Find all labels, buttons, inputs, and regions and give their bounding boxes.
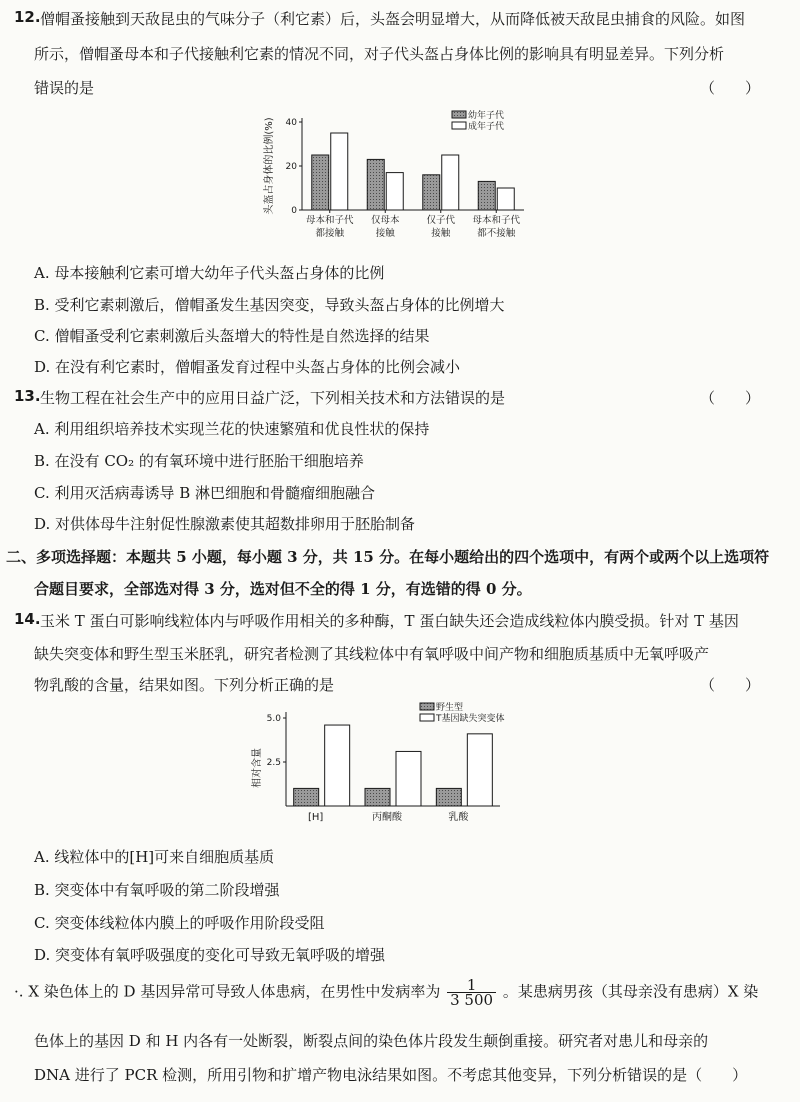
bar-mutant [467, 734, 492, 806]
option-c: C. 突变体线粒体内膜上的呼吸作用阶段受阻 [34, 914, 325, 932]
question-stem-line: 生物工程在社会生产中的应用日益广泛，下列相关技术和方法错误的是 [40, 389, 506, 407]
x-tick-label: 接触 [431, 228, 451, 239]
bar-juvenile [478, 181, 495, 210]
option-d: D. 在没有利它素时，僧帽蚤发育过程中头盔占身体的比例会减小 [34, 358, 461, 376]
question-marker: ·. [14, 982, 24, 1001]
bar-juvenile [423, 175, 440, 210]
x-tick-label: [H] [308, 812, 324, 823]
legend-label: 成年子代 [468, 122, 505, 132]
y-axis-label: 头盔占身体的比例(%) [264, 117, 275, 215]
fraction-denominator: 3 500 [450, 991, 494, 1009]
answer-bracket: （ ） [700, 79, 761, 97]
x-tick-label: 都不接触 [477, 228, 516, 239]
legend-label: 野生型 [436, 703, 464, 713]
bar-adult [497, 188, 514, 210]
option-c: C. 僧帽蚤受利它素刺激后头盔增大的特性是自然选择的结果 [34, 327, 430, 345]
question-number: 14. [14, 610, 41, 628]
bar-adult [386, 173, 403, 210]
section-instruction-line: 二、多项选择题：本题共 5 小题，每小题 3 分，共 15 分。在每小题给出的四个选项中，有两个或两个以上选项符 [6, 548, 770, 566]
question-stem-line: DNA 进行了 PCR 检测，所用引物和扩增产物电泳结果如图。不考虑其他变异，下列分析错误的是（ ） [34, 1066, 748, 1084]
option-d: D. 突变体有氧呼吸强度的变化可导致无氧呼吸的增强 [34, 946, 386, 964]
question-stem-line: 色体上的基因 D 和 H 内各有一处断裂，断裂点间的染色体片段发生颠倒重接。研究者对患儿和母亲的 [34, 1032, 709, 1050]
question-stem-line: 玉米 T 蛋白可影响线粒体内与呼吸作用相关的多种酶，T 蛋白缺失还会造成线粒体内膜受损。针对 T 基因 [40, 612, 739, 630]
chart-helmet-ratio [262, 106, 532, 252]
question-stem-line: 错误的是 [34, 79, 95, 97]
question-stem-text: X 染色体上的 D 基因异常可导致人体患病，在男性中发病率为 [28, 982, 441, 1001]
x-tick-label: 乳酸 [448, 812, 469, 823]
y-tick-label: 20 [285, 162, 297, 172]
x-tick-label: 接触 [375, 228, 395, 239]
answer-bracket: （ ） [700, 676, 761, 694]
option-a: A. 利用组织培养技术实现兰花的快速繁殖和优良性状的保持 [34, 420, 430, 438]
bar-wild-type [436, 788, 461, 806]
fraction-numerator: 1 [447, 978, 496, 993]
legend-label: 幼年子代 [468, 111, 505, 121]
x-tick-label: 都接触 [315, 228, 345, 239]
option-c: C. 利用灭活病毒诱导 B 淋巴细胞和骨髓瘤细胞融合 [34, 484, 376, 502]
legend-swatch [420, 703, 434, 710]
question-stem-line: 所示，僧帽蚤母本和子代接触利它素的情况不同，对子代头盔占身体比例的影响具有明显差异。下列分析 [34, 45, 725, 63]
bar-wild-type [294, 788, 319, 806]
legend-swatch [420, 714, 434, 721]
option-a: A. 母本接触利它素可增大幼年子代头盔占身体的比例 [34, 264, 385, 282]
x-tick-label: 母本和子代 [472, 215, 521, 226]
x-tick-label: 仅母本 [370, 215, 400, 226]
bar-adult [331, 133, 348, 210]
bar-mutant [325, 725, 350, 806]
question-stem-line: 僧帽蚤接触到天敌昆虫的气味分子（利它素）后，头盔会明显增大，从而降低被天敌昆虫捕食的风险。如图 [40, 10, 746, 28]
question-stem-line [14, 978, 758, 1007]
x-tick-label: 丙酮酸 [372, 812, 402, 823]
chart-relative-content [250, 700, 550, 830]
y-axis-label: 相对含量 [252, 748, 263, 788]
bar-juvenile [367, 159, 384, 210]
option-a: A. 线粒体中的[H]可来自细胞质基质 [34, 848, 275, 866]
answer-bracket: （ ） [700, 389, 761, 407]
bar-adult [442, 155, 459, 210]
y-tick-label: 2.5 [266, 758, 281, 768]
question-stem-line: 物乳酸的含量，结果如图。下列分析正确的是 [34, 676, 335, 694]
question-stem-text: 。某患病男孩（其母亲没有患病）X 染 [502, 982, 759, 1001]
legend-swatch [452, 111, 466, 118]
bar-juvenile [312, 155, 329, 210]
x-tick-label: 仅子代 [426, 215, 456, 226]
bar-mutant [396, 751, 421, 806]
option-b: B. 受利它素刺激后，僧帽蚤发生基因突变，导致头盔占身体的比例增大 [34, 296, 505, 314]
legend-swatch [452, 122, 466, 129]
question-stem-line: 缺失突变体和野生型玉米胚乳，研究者检测了其线粒体中有氧呼吸中间产物和细胞质基质中无氧呼吸产 [34, 645, 710, 663]
section-instruction-line: 合题目要求，全部选对得 3 分，选对但不全的得 1 分，有选错的得 0 分。 [34, 580, 532, 598]
bar-wild-type [365, 788, 390, 806]
incidence-fraction [447, 978, 496, 1007]
option-b: B. 在没有 CO₂ 的有氧环境中进行胚胎干细胞培养 [34, 452, 364, 470]
x-tick-label: 母本和子代 [305, 215, 354, 226]
legend-label: T基因缺失突变体 [436, 714, 505, 724]
y-tick-label: 0 [291, 206, 297, 216]
question-number: 13. [14, 387, 41, 405]
option-d: D. 对供体母牛注射促性腺激素使其超数排卵用于胚胎制备 [34, 515, 416, 533]
question-number: 12. [14, 8, 41, 26]
y-tick-label: 5.0 [266, 714, 281, 724]
option-b: B. 突变体中有氧呼吸的第二阶段增强 [34, 881, 280, 899]
y-tick-label: 40 [285, 118, 297, 128]
